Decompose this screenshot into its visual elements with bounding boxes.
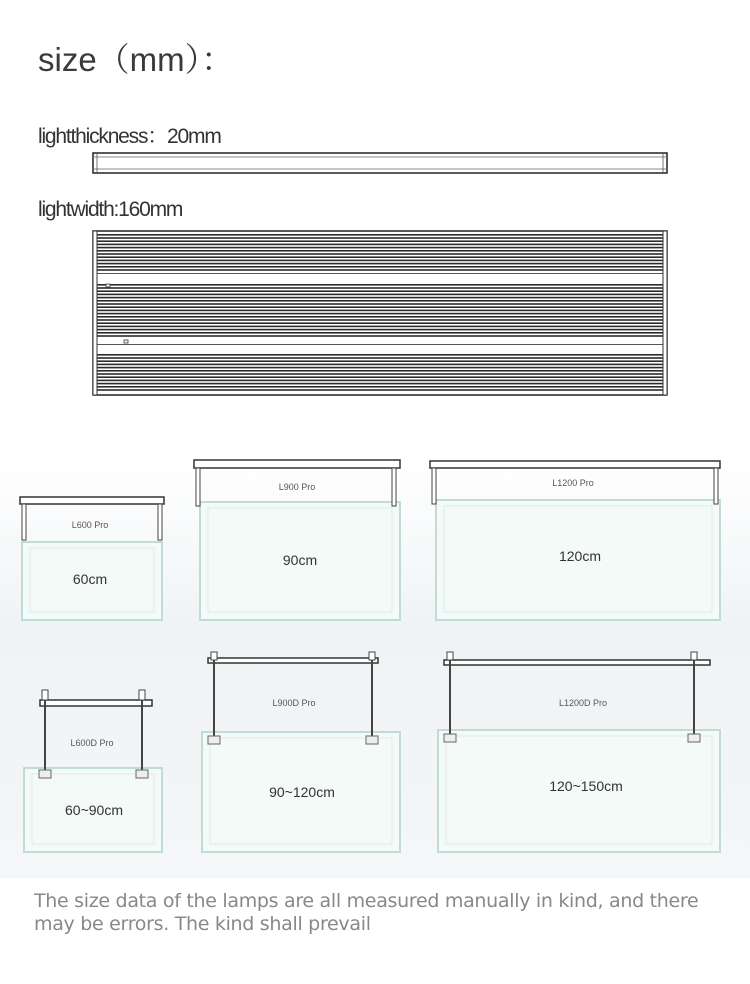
light-thickness-diagram [90, 150, 670, 176]
width-label: lightwidth:160mm [38, 198, 183, 221]
model-name: L600 Pro [71, 520, 109, 530]
aquarium-stand-drawing [428, 648, 730, 856]
aquarium-grid [0, 458, 750, 878]
model-name: L1200D Pro [558, 698, 608, 708]
disclaimer-note: The size data of the lamps are all measured manually in kind, and there may be errors. The kind shall prevail [34, 890, 699, 935]
aquarium-card [12, 684, 172, 856]
aquarium-card [428, 648, 730, 856]
aquarium-stand-drawing [190, 648, 410, 856]
aquarium-card [12, 492, 172, 622]
model-name: L900D Pro [272, 698, 316, 708]
aquarium-frame-drawing [12, 492, 172, 622]
tank-size: 120cm [558, 548, 602, 564]
model-name: L1200 Pro [552, 478, 594, 488]
tank-size: 90cm [282, 552, 318, 568]
aquarium-card [428, 458, 730, 624]
light-width-diagram [90, 228, 672, 398]
model-name: L600D Pro [70, 738, 114, 748]
tank-size: 90~120cm [269, 784, 335, 800]
tank-size: 120~150cm [549, 778, 623, 794]
aquarium-stand-drawing [12, 684, 172, 856]
thickness-label: lightthickness：20mm [38, 125, 221, 148]
tank-size: 60cm [72, 571, 108, 587]
model-name: L900 Pro [278, 482, 316, 492]
aquarium-card [190, 458, 410, 624]
tank-size: 60~90cm [65, 802, 123, 818]
page-title: size（mm）： [38, 41, 235, 78]
aquarium-card [190, 648, 410, 856]
